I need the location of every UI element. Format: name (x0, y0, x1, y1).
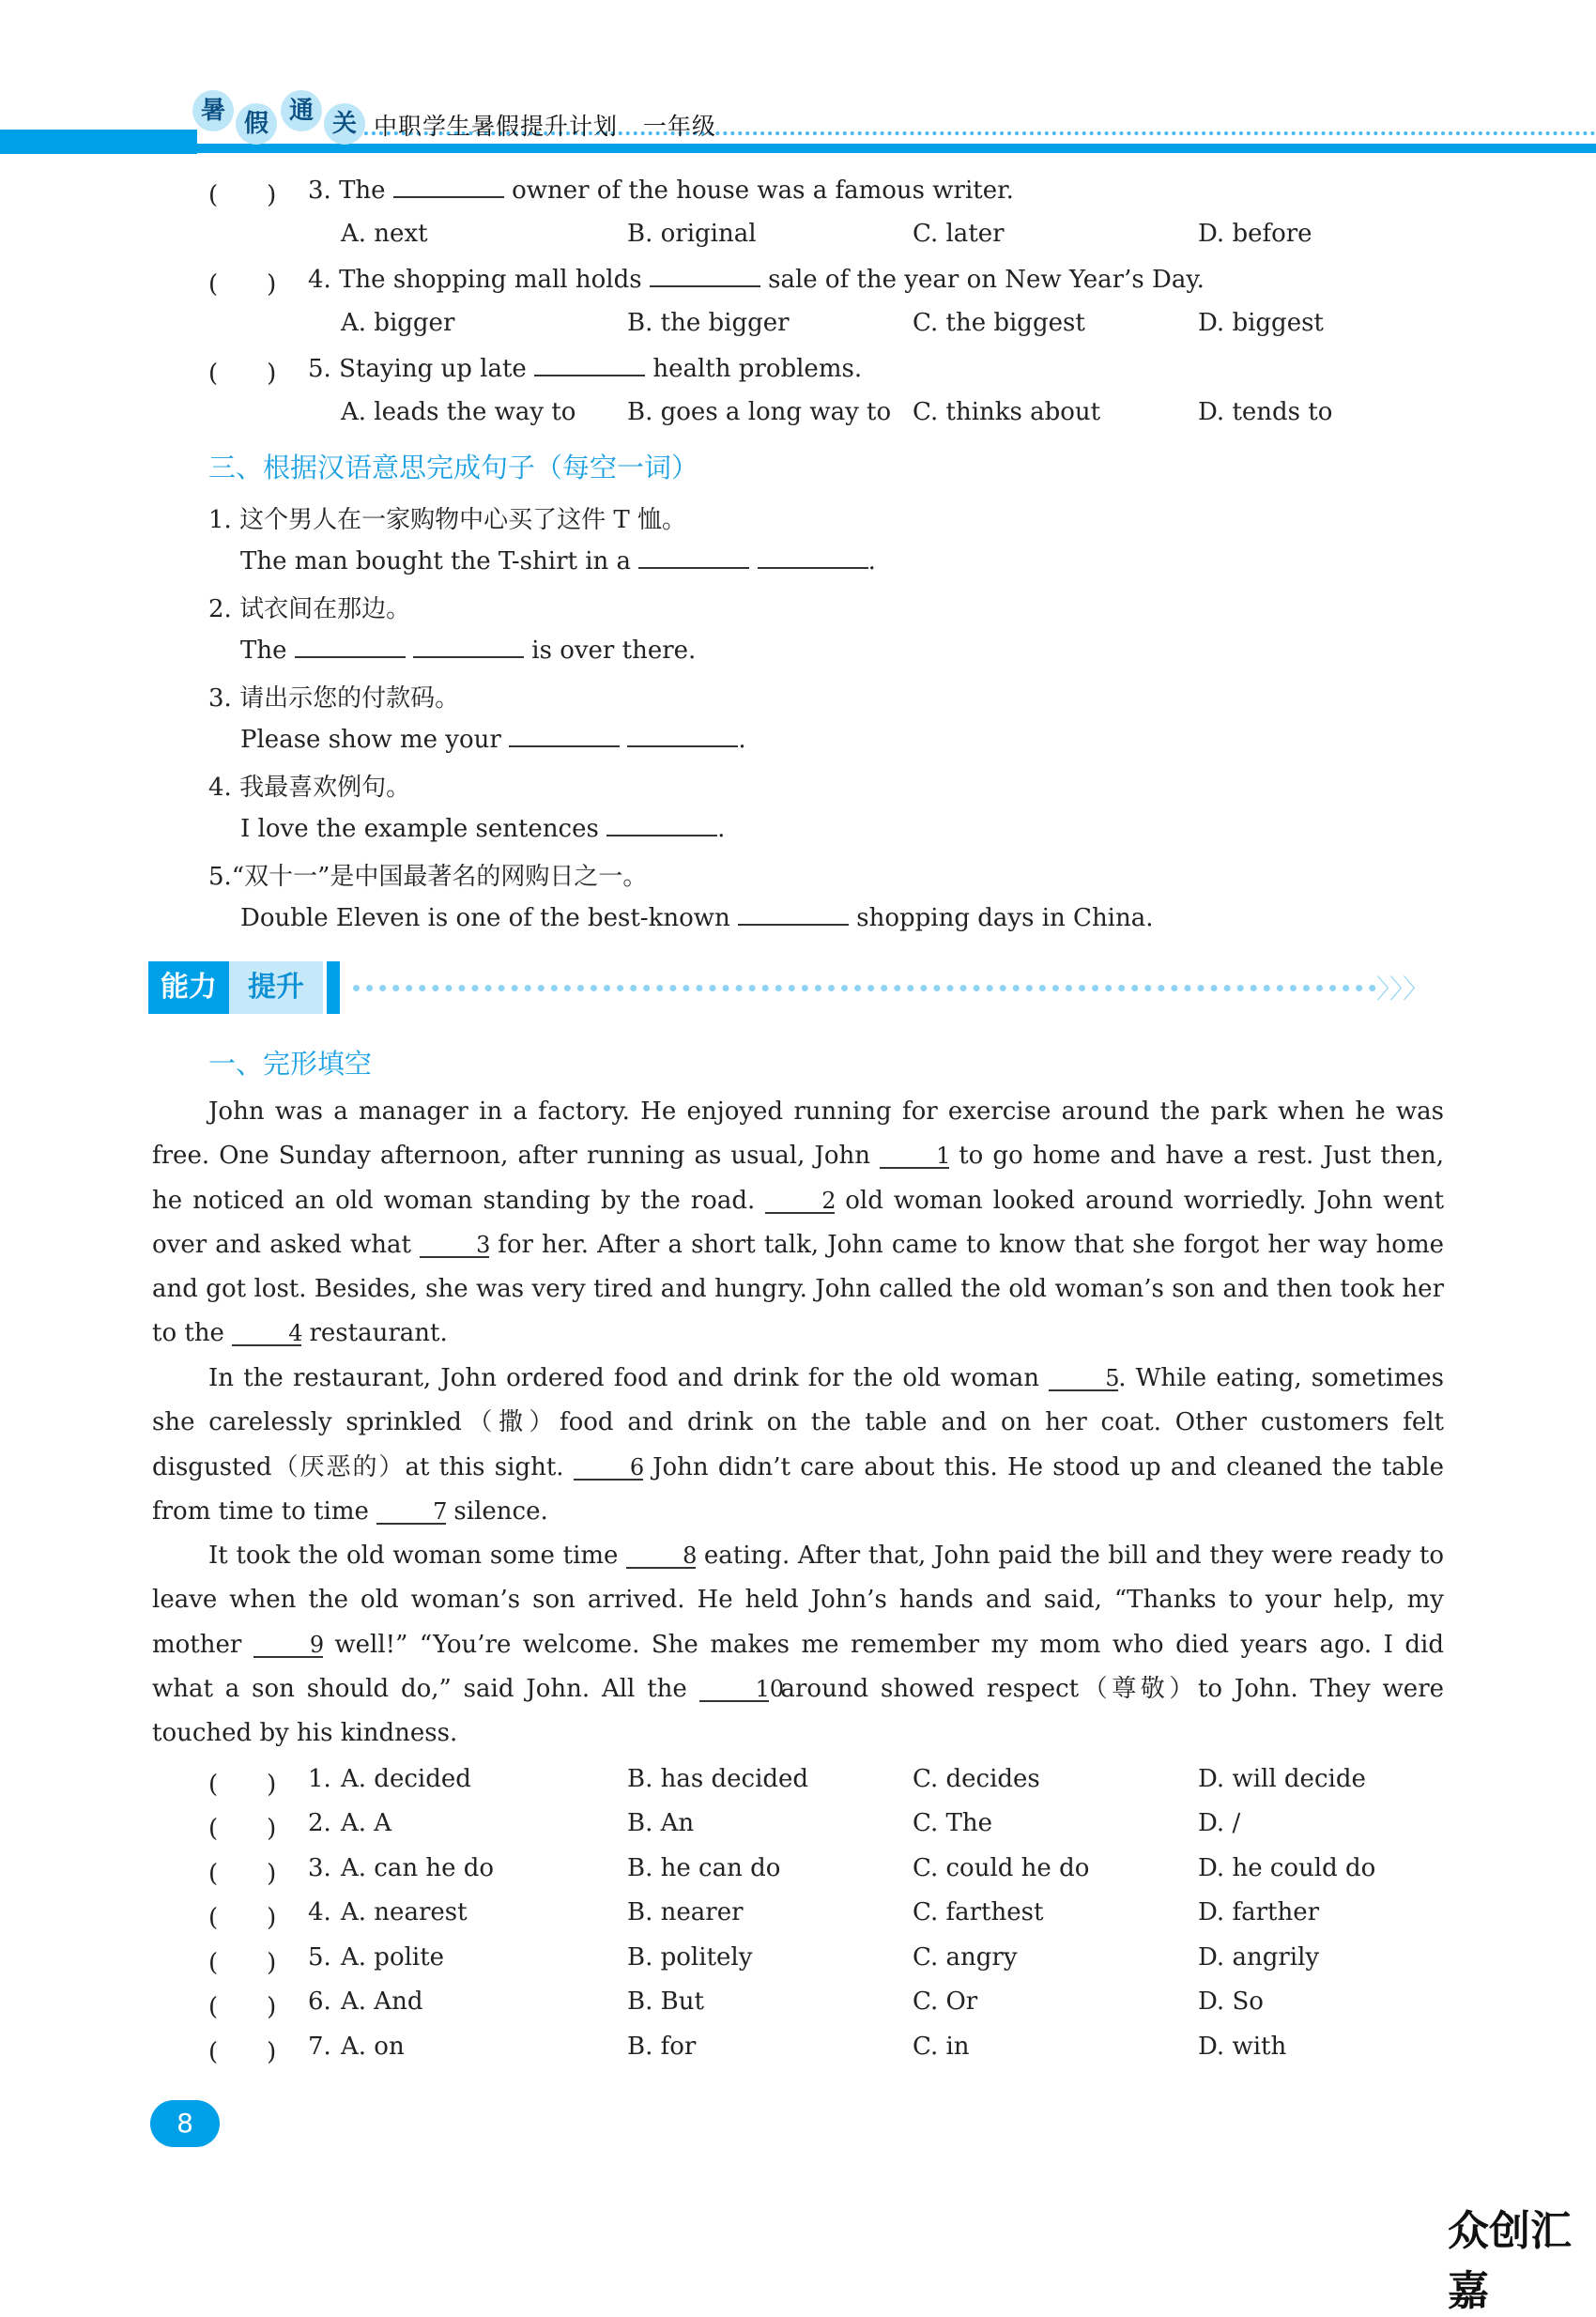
header-title-main: 中职学生暑假提升计划 (374, 113, 619, 140)
option: B. An (627, 1809, 695, 1837)
cloze-question-number: 7. (308, 2033, 331, 2061)
translation-prompt: 2. 试衣间在那边。 (208, 595, 411, 623)
translation-prompt: 4. 我最喜欢例句。 (208, 774, 411, 802)
page-number: 8 (150, 2100, 220, 2147)
translation-prompt: 3. 请出示您的付款码。 (208, 684, 460, 713)
chevron-right-icon: 〉〉〉 (1376, 974, 1430, 1005)
option: A. nearest (341, 1898, 468, 1926)
option: C. The (913, 1809, 992, 1837)
option: B. has decided (627, 1765, 809, 1793)
answer-blank[interactable] (295, 636, 406, 658)
translation-answer: Please show me your . (240, 726, 746, 754)
cloze-question-number: 2. (308, 1809, 331, 1837)
ability-label-2: 提升 (229, 961, 323, 1014)
option: D. he could do (1198, 1854, 1376, 1882)
option: A. A (341, 1809, 392, 1837)
question-stem: 5. Staying up late health problems. (308, 355, 863, 383)
option: B. politely (627, 1943, 753, 1972)
cloze-title: 一、完形填空 (208, 1048, 373, 1080)
option: B. he can do (627, 1854, 781, 1882)
option: B. nearer (627, 1898, 744, 1926)
cloze-question-number: 6. (308, 1987, 331, 2016)
ability-dotted-line (353, 985, 1376, 991)
answer-blank[interactable] (413, 636, 524, 658)
option: C. in (913, 2033, 970, 2061)
watermark: 众创汇嘉 (1448, 2207, 1572, 2315)
answer-bracket[interactable]: ( ) (208, 1993, 277, 2021)
answer-blank[interactable] (627, 725, 738, 747)
translation-answer: The man bought the T-shirt in a . (240, 547, 876, 575)
option: A. leads the way to (341, 398, 576, 426)
logo-char: 关 (324, 103, 365, 145)
cloze-blank[interactable]: 3 (420, 1234, 489, 1258)
answer-blank[interactable] (758, 546, 868, 569)
cloze-blank[interactable]: 8 (626, 1544, 696, 1569)
answer-blank[interactable] (534, 354, 645, 376)
option: C. decides (913, 1765, 1040, 1793)
cloze-blank[interactable]: 6 (574, 1456, 643, 1481)
answer-bracket[interactable]: ( ) (208, 1815, 277, 1843)
cloze-blank[interactable]: 2 (765, 1189, 835, 1214)
option: B. goes a long way to (627, 398, 892, 426)
header-grade: 一年级 (642, 113, 716, 140)
option: C. Or (913, 1987, 978, 2016)
option: D. biggest (1198, 309, 1324, 337)
option: D. angrily (1198, 1943, 1320, 1972)
cloze-question-number: 5. (308, 1943, 331, 1972)
option: D. farther (1198, 1898, 1320, 1926)
option: B. original (627, 220, 757, 248)
option: A. next (341, 220, 428, 248)
option: A. can he do (341, 1854, 495, 1882)
answer-bracket[interactable]: ( ) (208, 1860, 277, 1888)
answer-bracket[interactable]: ( ) (208, 1771, 277, 1799)
option: D. So (1198, 1987, 1264, 2016)
option: B. the bigger (627, 309, 790, 337)
option: B. But (627, 1987, 704, 2016)
logo-char: 暑 (192, 90, 234, 131)
answer-blank[interactable] (606, 814, 717, 836)
answer-bracket[interactable]: ( ) (208, 181, 277, 209)
cloze-paragraph: It took the old woman some time 8 eating. After that, John paid the bill and they were ready to leave when the old woman’s son arrived. He held John’s hands and said, “Thanks to your help, my mother 9 well!” “You’re welcome. She makes me remember my mom who died years ago. I did what a son should do,” said John. All the 10 around showed respect（尊敬）to John. They were touched by his kindness. (152, 1542, 1445, 1748)
option: D. will decide (1198, 1765, 1366, 1793)
cloze-paragraph: In the restaurant, John ordered food and drink for the old woman 5. While eating, sometimes she carelessly sprinkled（撒）food and drink on the table and on her coat. Other customers felt disgusted（厌恶的）at this sight. 6 John didn’t care about this. He stood up and cleaned the table from time to time 7 silence. (152, 1364, 1445, 1526)
option: A. And (341, 1987, 423, 2016)
cloze-blank[interactable]: 10 (699, 1678, 769, 1702)
answer-blank[interactable] (638, 546, 749, 569)
cloze-blank[interactable]: 5 (1049, 1367, 1118, 1391)
answer-bracket[interactable]: ( ) (208, 1949, 277, 1977)
header-band-line (178, 144, 1596, 153)
option: A. decided (341, 1765, 471, 1793)
section3-title: 三、根据汉语意思完成句子（每空一词） (208, 452, 699, 483)
header-band-solid (0, 130, 197, 154)
option: D. tends to (1198, 398, 1333, 426)
option: D. with (1198, 2033, 1287, 2061)
translation-answer: The is over there. (240, 637, 697, 665)
cloze-question-number: 3. (308, 1854, 331, 1882)
option: C. angry (913, 1943, 1018, 1972)
header-title (374, 108, 716, 142)
translation-answer: Double Eleven is one of the best-known shopping days in China. (240, 904, 1154, 932)
option: D. / (1198, 1809, 1241, 1837)
answer-blank[interactable] (509, 725, 620, 747)
answer-bracket[interactable]: ( ) (208, 1904, 277, 1932)
cloze-paragraph: John was a manager in a factory. He enjoyed running for exercise around the park when he was free. One Sunday afternoon, after running as usual, John 1 to go home and have a rest. Just then, he noticed an old woman standing by the road. 2 old woman looked around worriedly. John went over and asked what 3 for her. After a short talk, John came to know that she forgot her way home and got lost. Besides, she was very tired and hungry. John called the old woman’s son and then took her to the 4 restaurant. (152, 1097, 1445, 1348)
translation-prompt: 5.“双十一”是中国最著名的网购日之一。 (208, 863, 648, 891)
option: C. the biggest (913, 309, 1085, 337)
answer-bracket[interactable]: ( ) (208, 360, 277, 388)
answer-blank[interactable] (650, 265, 760, 287)
answer-bracket[interactable]: ( ) (208, 2038, 277, 2066)
cloze-blank[interactable]: 9 (253, 1634, 323, 1658)
ability-label-1: 能力 (148, 961, 229, 1014)
option: A. polite (341, 1943, 445, 1972)
answer-blank[interactable] (738, 903, 849, 926)
ability-bar (327, 961, 340, 1014)
option: C. farthest (913, 1898, 1044, 1926)
answer-bracket[interactable]: ( ) (208, 270, 277, 299)
option: A. on (341, 2033, 405, 2061)
translation-prompt: 1. 这个男人在一家购物中心买了这件 T 恤。 (208, 506, 686, 534)
option: B. for (627, 2033, 697, 2061)
option: C. could he do (913, 1854, 1090, 1882)
question-stem: 4. The shopping mall holds sale of the year on New Year’s Day. (308, 266, 1205, 294)
answer-blank[interactable] (393, 176, 504, 198)
logo-char: 假 (236, 103, 277, 145)
cloze-question-number: 4. (308, 1898, 331, 1926)
translation-answer: I love the example sentences . (240, 815, 726, 843)
question-stem: 3. The owner of the house was a famous writer. (308, 176, 1014, 205)
option: C. thinks about (913, 398, 1101, 426)
cloze-blank[interactable]: 7 (376, 1500, 446, 1525)
cloze-blank[interactable]: 1 (880, 1144, 949, 1169)
logo-char: 通 (281, 90, 322, 131)
option: C. later (913, 220, 1005, 248)
cloze-question-number: 1. (308, 1765, 331, 1793)
option: D. before (1198, 220, 1312, 248)
cloze-blank[interactable]: 4 (232, 1322, 301, 1346)
option: A. bigger (341, 309, 455, 337)
